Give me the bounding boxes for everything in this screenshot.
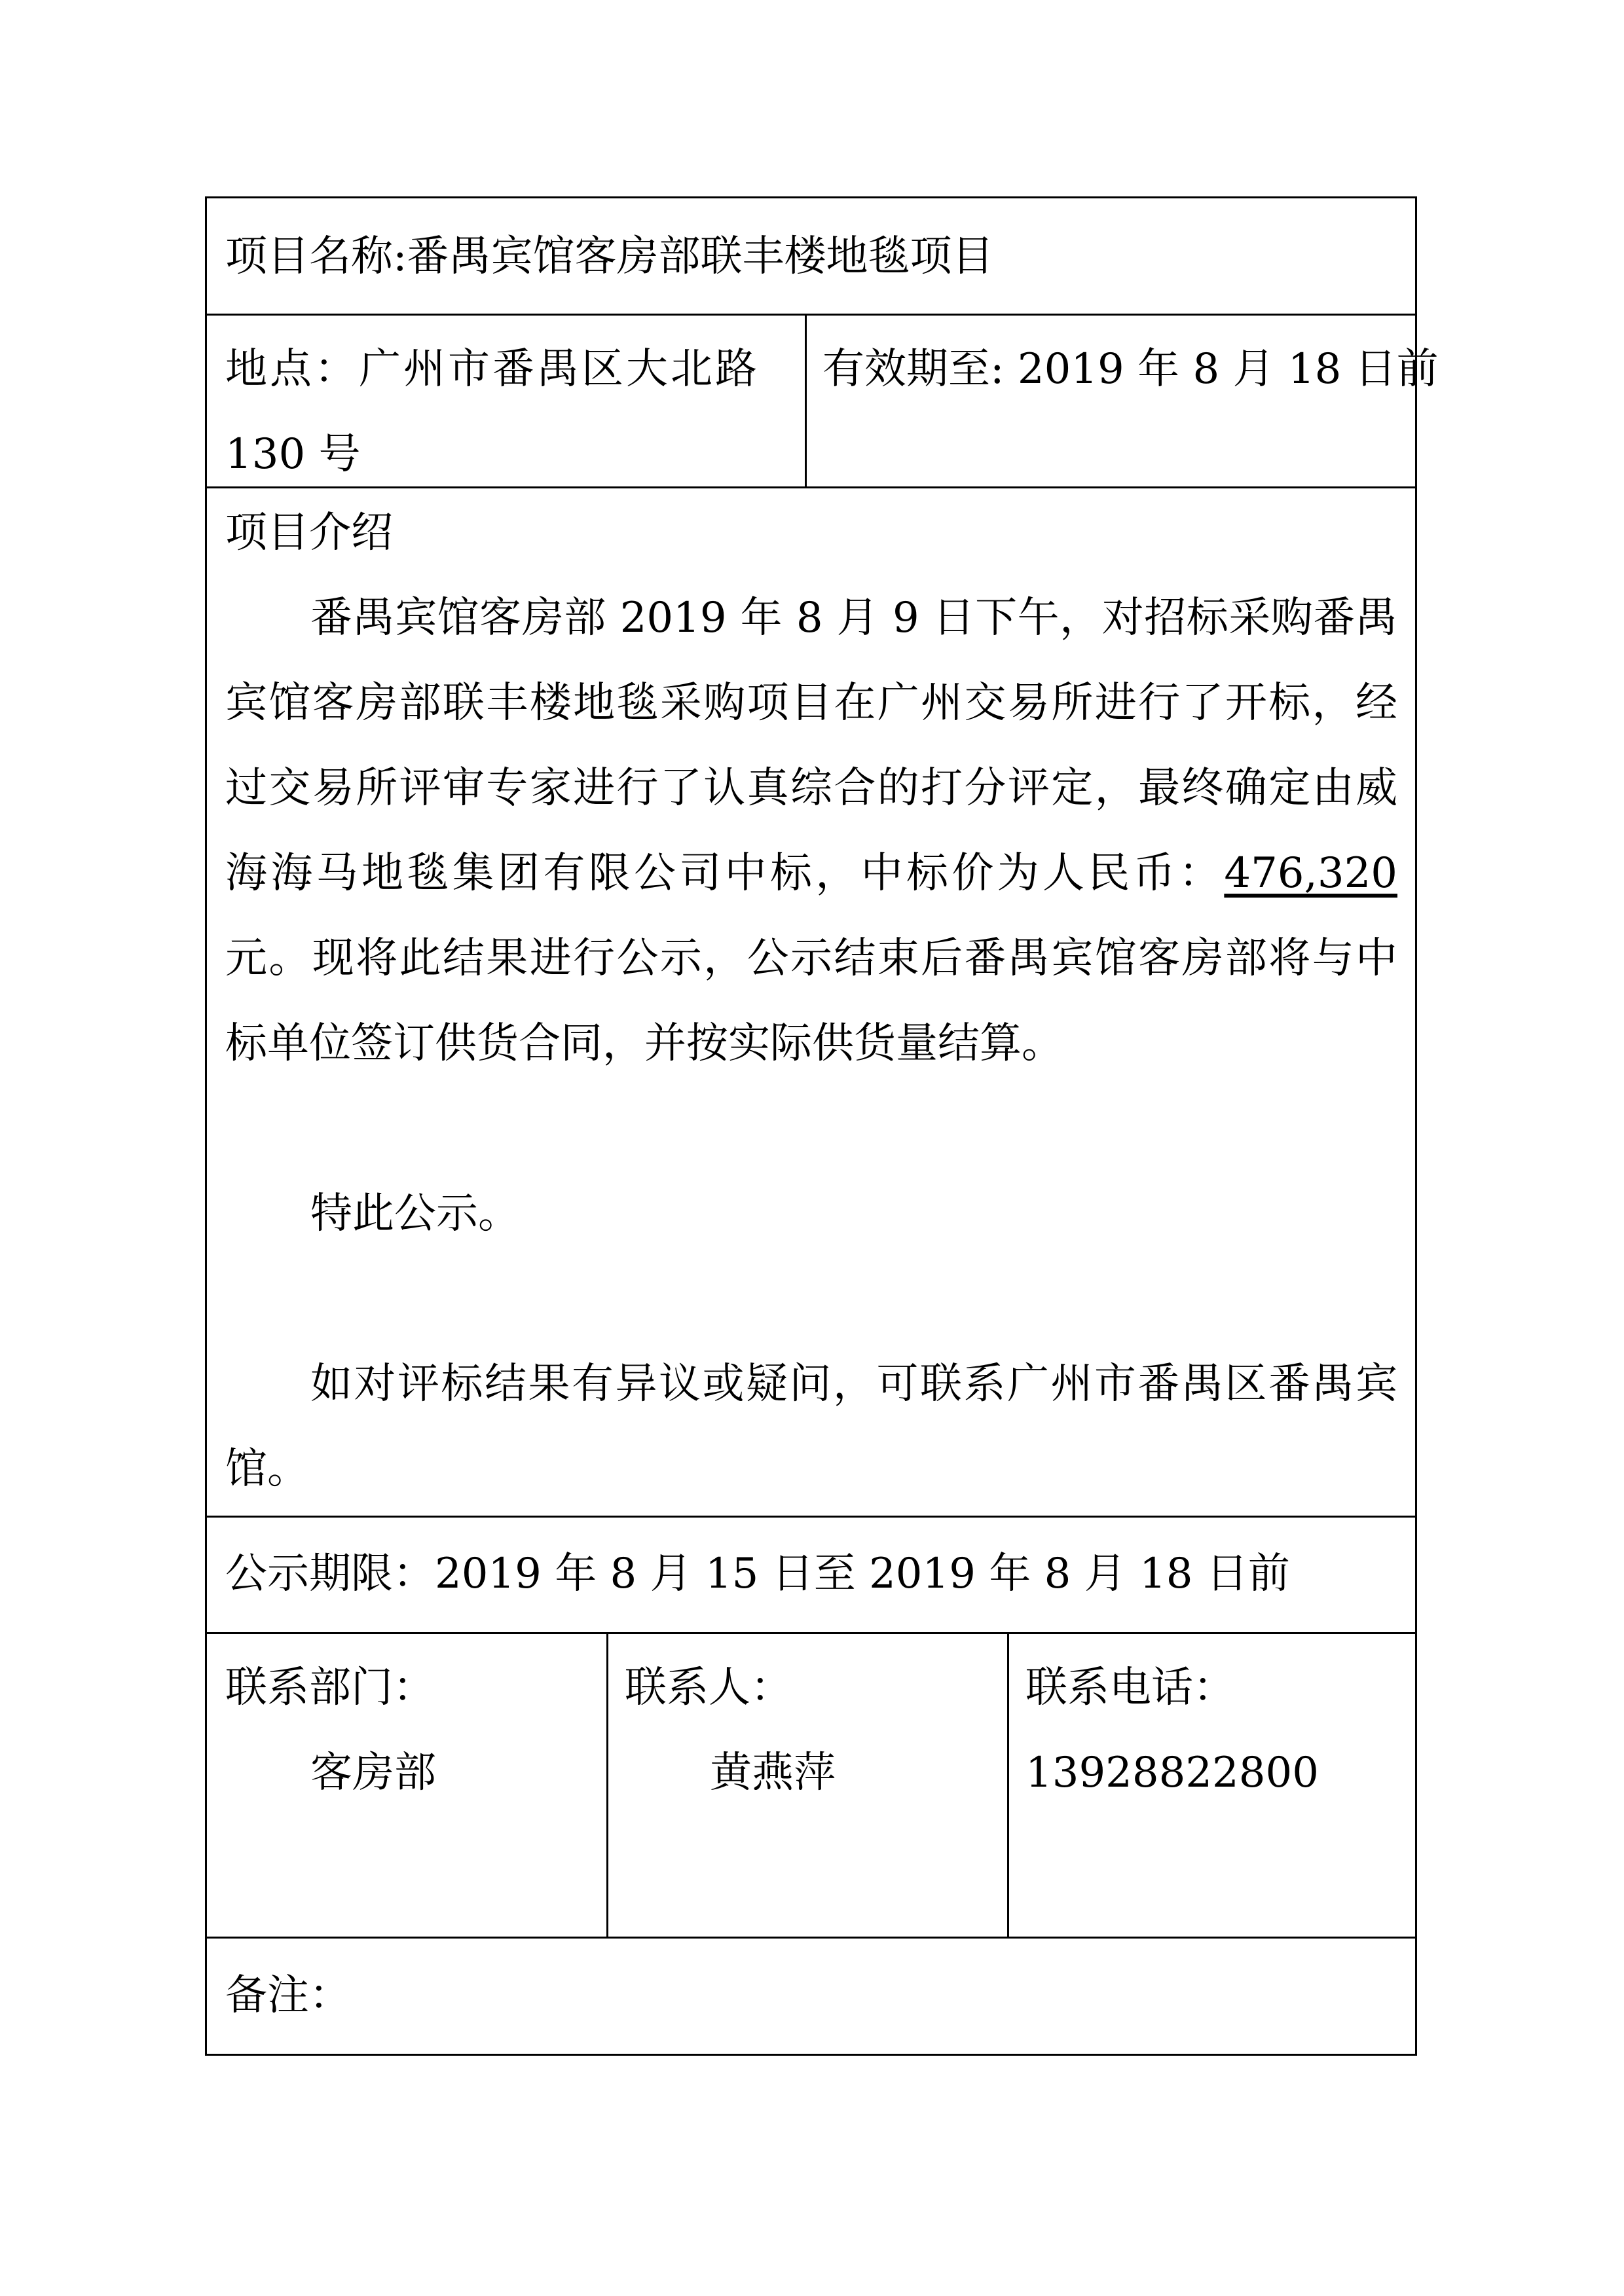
publicity-period: 公示期限：2019 年 8 月 15 日至 2019 年 8 月 18 日前 (225, 1550, 1290, 1598)
divider (805, 314, 807, 488)
divider (207, 486, 1415, 488)
contact-phone-value: 13928822800 (1025, 1749, 1319, 1797)
project-name: 项目名称:番禺宾馆客房部联丰楼地毯项目 (225, 232, 994, 281)
location-line-2: 130 号 (225, 430, 361, 479)
contact-phone-label: 联系电话： (1025, 1664, 1235, 1712)
divider (1007, 1632, 1009, 1937)
location-line-1: 地点：广州市番禺区大北路 (225, 345, 760, 393)
divider (207, 1937, 1415, 1939)
announcement-table (205, 196, 1439, 2056)
notice-line: 特此公示。 (310, 1190, 520, 1238)
divider (606, 1632, 608, 1937)
remarks-label: 备注： (225, 1971, 351, 2020)
objection-line: 如对评标结果有异议或疑问，可联系广州市番禺区番禺宾馆。 (225, 1360, 1397, 1493)
divider (207, 1516, 1415, 1518)
intro-heading: 项目介绍 (225, 509, 393, 557)
contact-dept-value: 客房部 (310, 1749, 436, 1797)
bid-amount: 476,320 (1224, 849, 1397, 898)
intro-text-before: 番禺宾馆客房部 2019 年 8 月 9 日下午，对招标采购番禺宾馆客房部联丰楼地毯采购项目在广州交易所进行了开标，经过交易所评审专家进行了认真综合的打分评定，最终确定由威海海马地毯集团有限公司中标，中标价为人民币： (225, 594, 1397, 898)
divider (207, 314, 1415, 316)
contact-dept-label: 联系部门： (225, 1664, 435, 1712)
intro-paragraph (225, 575, 1397, 1086)
divider (207, 1632, 1415, 1634)
valid-until: 有效期至: 2019 年 8 月 18 日前 (822, 345, 1439, 393)
intro-text-after: 元。现将此结果进行公示，公示结束后番禺宾馆客房部将与中标单位签订供货合同，并按实际供货量结算。 (225, 934, 1397, 1068)
contact-person-value: 黄燕萍 (710, 1749, 836, 1797)
contact-person-label: 联系人： (625, 1664, 792, 1712)
